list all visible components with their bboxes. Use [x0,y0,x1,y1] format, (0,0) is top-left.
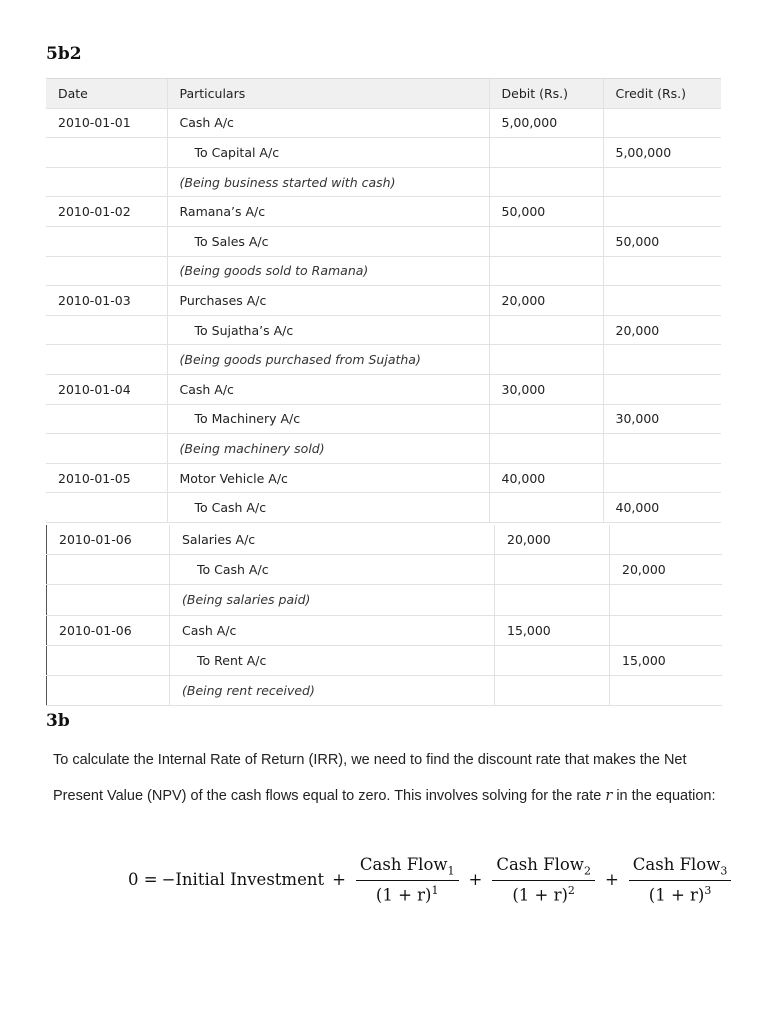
cell-credit [610,675,722,705]
term-2-exponent: 2 [567,884,575,898]
cell-date: 2010-01-01 [46,108,167,138]
equation-plus-sign: + [332,870,346,890]
cell-particulars: To Cash A/c [167,493,489,523]
cell-particulars: To Cash A/c [170,555,495,585]
cell-debit [489,493,603,523]
cell-date [47,585,170,615]
cell-debit [495,645,610,675]
equation-term-2 [492,855,595,905]
paragraph-text-end: in the equation: [612,788,716,804]
term-2-denominator: (1 + r) [512,885,568,905]
table-row [47,525,722,555]
term-3-subscript: 3 [720,864,728,878]
cell-credit [603,108,721,138]
column-header-particulars: Particulars [167,79,489,109]
cell-particulars: Cash A/c [167,108,489,138]
cell-debit [489,256,603,286]
table-row [46,167,721,197]
journal-table-part1 [46,78,721,523]
column-header-date: Date [46,79,167,109]
table-row [46,493,721,523]
cell-credit [603,197,721,227]
cell-particulars: To Capital A/c [167,138,489,168]
cell-date: 2010-01-06 [47,615,170,645]
cell-debit [489,315,603,345]
journal-table-part2 [46,525,722,706]
cell-particulars: Cash A/c [170,615,495,645]
table-row [46,108,721,138]
table-row [46,286,721,316]
cell-date: 2010-01-02 [46,197,167,227]
cell-particulars: Motor Vehicle A/c [167,463,489,493]
cell-debit: 30,000 [489,374,603,404]
table-row [47,585,722,615]
section-heading-3b: 3b [46,711,70,731]
equation-plus-sign: + [604,870,619,890]
cell-credit: 5,00,000 [603,138,721,168]
cell-particulars: (Being salaries paid) [170,585,495,615]
cell-credit [603,345,721,375]
cell-date: 2010-01-05 [46,463,167,493]
equation-term-1 [356,855,459,905]
table-header-row [46,79,721,109]
cell-debit [495,585,610,615]
cell-debit: 15,000 [495,615,610,645]
cell-credit: 30,000 [603,404,721,434]
paragraph-variable-r: r [605,788,613,804]
equation-plus-sign: + [468,870,483,890]
cell-debit [489,345,603,375]
irr-explanation-paragraph [53,742,733,814]
cell-credit [610,615,722,645]
table-row [46,374,721,404]
cell-particulars: (Being machinery sold) [167,434,489,464]
cell-credit [603,463,721,493]
column-header-credit: Credit (Rs.) [603,79,721,109]
cell-particulars: (Being business started with cash) [167,167,489,197]
cell-credit [603,286,721,316]
cell-debit [495,555,610,585]
cell-debit [489,404,603,434]
cell-credit: 15,000 [610,645,722,675]
cell-debit [489,434,603,464]
cell-particulars: To Rent A/c [170,645,495,675]
cell-date [46,226,167,256]
cell-debit: 40,000 [489,463,603,493]
table-row [46,226,721,256]
term-1-numerator: Cash Flow [359,855,448,874]
cell-date [47,675,170,705]
cell-particulars: (Being rent received) [170,675,495,705]
cell-date [46,167,167,197]
table-row [46,345,721,375]
section-heading-5b2: 5b2 [46,44,82,64]
cell-credit: 20,000 [603,315,721,345]
cell-particulars: Purchases A/c [167,286,489,316]
cell-debit [489,167,603,197]
cell-particulars: Ramana’s A/c [167,197,489,227]
cell-date [46,434,167,464]
column-header-debit: Debit (Rs.) [489,79,603,109]
table-row [46,197,721,227]
term-1-denominator: (1 + r) [375,885,432,905]
term-3-exponent: 3 [704,884,712,898]
cell-date: 2010-01-03 [46,286,167,316]
cell-date [46,256,167,286]
cell-particulars: To Sujatha’s A/c [167,315,489,345]
cell-debit: 20,000 [495,525,610,555]
cell-particulars: Salaries A/c [170,525,495,555]
cell-credit: 20,000 [610,555,722,585]
cell-debit [489,138,603,168]
table-row [46,315,721,345]
cell-debit [495,675,610,705]
term-3-denominator: (1 + r) [648,885,705,905]
term-1-subscript: 1 [447,864,455,878]
cell-date [47,645,170,675]
table-row [46,138,721,168]
equation-lhs: 0 = [128,870,158,890]
cell-debit: 50,000 [489,197,603,227]
cell-date [47,555,170,585]
cell-credit [603,434,721,464]
cell-date: 2010-01-06 [47,525,170,555]
cell-credit [603,167,721,197]
table-row [46,463,721,493]
cell-particulars: Cash A/c [167,374,489,404]
equation-term-3 [629,855,732,905]
table-row [47,615,722,645]
irr-equation [128,855,737,905]
table-row [47,555,722,585]
cell-credit [603,256,721,286]
cell-credit [610,585,722,615]
cell-particulars: (Being goods sold to Ramana) [167,256,489,286]
term-1-exponent: 1 [431,884,439,898]
table-row [46,256,721,286]
cell-date: 2010-01-04 [46,374,167,404]
paragraph-text-start: To calculate the Internal Rate of Return (IRR), we need to find the discount rate that makes the Net Present Value (NPV) of the cash flows equal to zero. This involves solving for the rate [53,752,687,804]
term-2-subscript: 2 [583,864,591,878]
cell-credit [610,525,722,555]
cell-date [46,345,167,375]
table-row [46,434,721,464]
table-row [47,675,722,705]
cell-debit: 5,00,000 [489,108,603,138]
term-3-numerator: Cash Flow [632,855,721,874]
cell-date [46,315,167,345]
table-row [46,404,721,434]
equation-initial-investment: −Initial Investment [161,870,325,890]
cell-date [46,138,167,168]
cell-credit [603,374,721,404]
cell-particulars: To Machinery A/c [167,404,489,434]
cell-particulars: (Being goods purchased from Sujatha) [167,345,489,375]
table-row [47,645,722,675]
cell-debit: 20,000 [489,286,603,316]
cell-credit: 50,000 [603,226,721,256]
term-2-numerator: Cash Flow [496,855,584,874]
cell-date [46,404,167,434]
cell-date [46,493,167,523]
cell-credit: 40,000 [603,493,721,523]
cell-debit [489,226,603,256]
cell-particulars: To Sales A/c [167,226,489,256]
